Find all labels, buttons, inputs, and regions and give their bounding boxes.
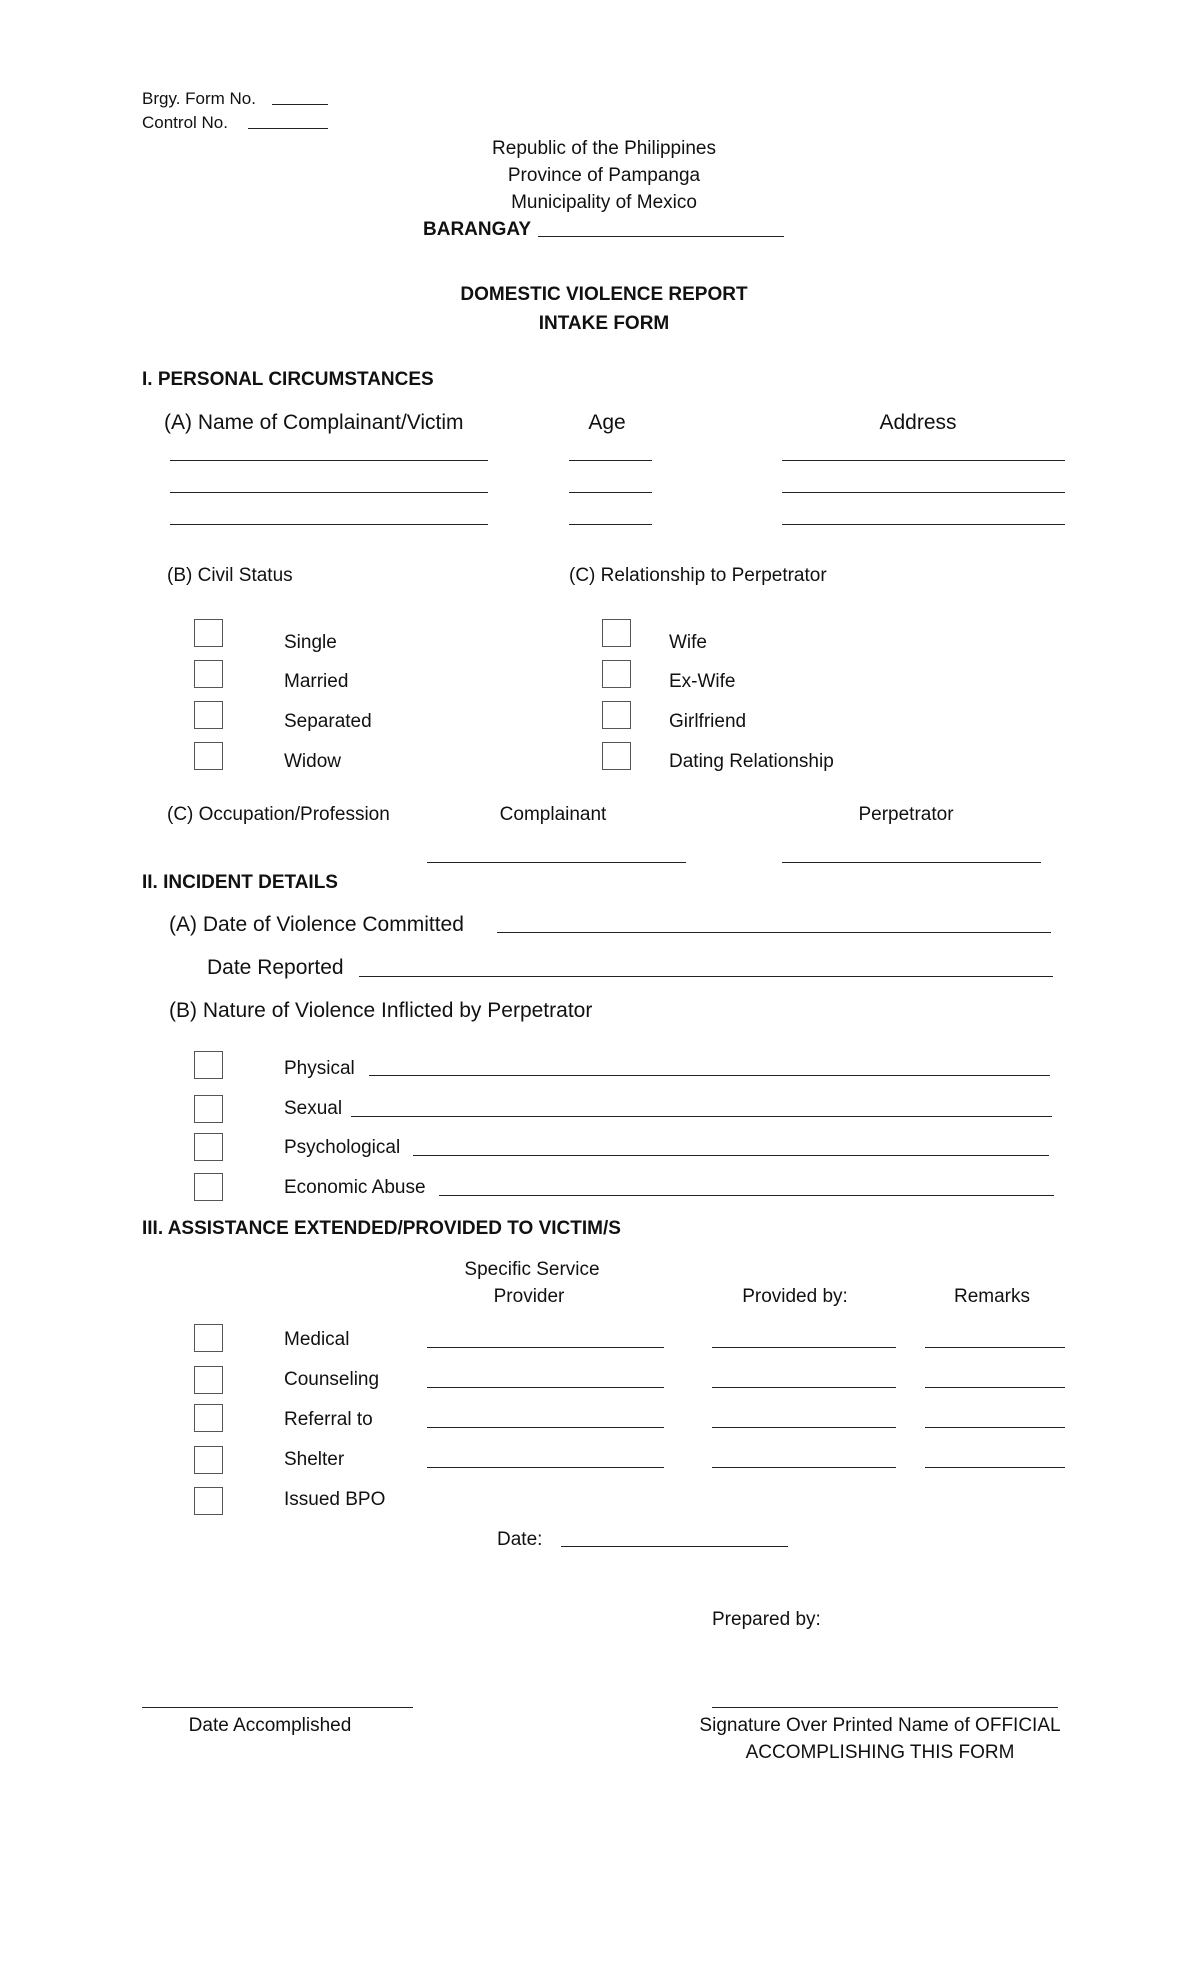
name-column-label: (A) Name of Complainant/Victim [164,411,464,434]
service-label: Referral to [284,1409,373,1430]
form-number-field[interactable] [272,104,328,105]
occupation-label: (C) Occupation/Profession [167,804,390,825]
control-number-field[interactable] [248,128,328,129]
relationship-ex-wife-checkbox[interactable] [602,660,631,688]
civil-status-option: Married [284,671,349,692]
service-label: Shelter [284,1449,345,1470]
remarks-field[interactable] [925,1347,1065,1348]
section-2-heading: II. INCIDENT DETAILS [142,872,338,893]
province-line: Province of Pampanga [507,165,701,186]
section-1-heading: I. PERSONAL CIRCUMSTANCES [142,369,434,390]
provided-by-field[interactable] [712,1467,896,1468]
address-field[interactable] [782,492,1065,493]
psychological-details-field[interactable] [413,1155,1049,1156]
barangay-label: BARANGAY [423,219,532,240]
service-label: Issued BPO [284,1489,386,1510]
control-number-label: Control No. [142,113,228,132]
relationship-option: Girlfriend [669,711,747,732]
form-subtitle: INTAKE FORM [538,313,670,334]
provider-column-label: Provider [493,1286,565,1307]
economic-abuse-checkbox[interactable] [194,1173,223,1201]
economic-abuse-details-field[interactable] [439,1195,1054,1196]
age-column-label: Age [588,411,626,434]
complainant-label: Complainant [499,804,607,825]
provided-by-field[interactable] [712,1387,896,1388]
barangay-field[interactable] [538,236,784,237]
name-field[interactable] [170,524,488,525]
remarks-column-label: Remarks [953,1286,1031,1307]
provider-field[interactable] [427,1387,664,1388]
violence-type-label: Economic Abuse [284,1177,426,1198]
provider-field[interactable] [427,1467,664,1468]
perpetrator-occupation-field[interactable] [782,862,1041,863]
relationship-wife-checkbox[interactable] [602,619,631,647]
civil-status-married-checkbox[interactable] [194,660,223,688]
name-field[interactable] [170,460,488,461]
form-title: DOMESTIC VIOLENCE REPORT [460,284,748,305]
complainant-occupation-field[interactable] [427,862,686,863]
provided-by-field[interactable] [712,1347,896,1348]
form-number-label: Brgy. Form No. [142,89,256,108]
section-3-heading: III. ASSISTANCE EXTENDED/PROVIDED TO VICTIM/S [142,1218,621,1239]
signature-field[interactable] [712,1707,1058,1708]
provider-field[interactable] [427,1347,664,1348]
municipality-line: Municipality of Mexico [511,192,697,213]
civil-status-option: Single [284,632,337,653]
violence-type-label: Psychological [284,1137,401,1158]
provider-column-label: Specific Service [464,1259,600,1280]
signature-label: Signature Over Printed Name of OFFICIAL [699,1715,1061,1736]
nature-of-violence-label: (B) Nature of Violence Inflicted by Perpetrator [169,999,593,1022]
psychological-checkbox[interactable] [194,1133,223,1161]
physical-checkbox[interactable] [194,1051,223,1079]
date-label: Date: [497,1529,543,1550]
perpetrator-label: Perpetrator [858,804,954,825]
relationship-option: Wife [669,632,707,653]
relationship-dating-checkbox[interactable] [602,742,631,770]
remarks-field[interactable] [925,1467,1065,1468]
service-label: Counseling [284,1369,380,1390]
relationship-option: Dating Relationship [669,751,834,772]
civil-status-widow-checkbox[interactable] [194,742,223,770]
counseling-checkbox[interactable] [194,1366,223,1394]
remarks-field[interactable] [925,1387,1065,1388]
medical-checkbox[interactable] [194,1324,223,1352]
date-committed-label: (A) Date of Violence Committed [169,913,464,936]
civil-status-option: Separated [284,711,372,732]
physical-details-field[interactable] [369,1075,1050,1076]
remarks-field[interactable] [925,1427,1065,1428]
name-field[interactable] [170,492,488,493]
address-column-label: Address [879,411,957,434]
civil-status-label: (B) Civil Status [167,565,293,586]
referral-checkbox[interactable] [194,1404,223,1432]
date-accomplished-label: Date Accomplished [188,1715,352,1736]
republic-line: Republic of the Philippines [492,138,716,159]
shelter-checkbox[interactable] [194,1446,223,1474]
age-field[interactable] [569,460,652,461]
age-field[interactable] [569,524,652,525]
issued-bpo-checkbox[interactable] [194,1487,223,1515]
relationship-option: Ex-Wife [669,671,736,692]
date-accomplished-field[interactable] [142,1707,413,1708]
civil-status-option: Widow [284,751,342,772]
violence-type-label: Physical [284,1058,355,1079]
service-label: Medical [284,1329,350,1350]
sexual-details-field[interactable] [351,1116,1052,1117]
civil-status-separated-checkbox[interactable] [194,701,223,729]
relationship-label: (C) Relationship to Perpetrator [569,565,827,586]
date-reported-label: Date Reported [207,956,344,979]
sexual-checkbox[interactable] [194,1095,223,1123]
provider-field[interactable] [427,1427,664,1428]
date-reported-field[interactable] [359,976,1053,977]
address-field[interactable] [782,460,1065,461]
provided-by-field[interactable] [712,1427,896,1428]
age-field[interactable] [569,492,652,493]
address-field[interactable] [782,524,1065,525]
relationship-girlfriend-checkbox[interactable] [602,701,631,729]
date-committed-field[interactable] [497,932,1051,933]
violence-type-label: Sexual [284,1098,343,1119]
signature-label: ACCOMPLISHING THIS FORM [745,1742,1015,1763]
date-field[interactable] [561,1546,788,1547]
civil-status-single-checkbox[interactable] [194,619,223,647]
prepared-by-label: Prepared by: [712,1609,821,1630]
provided-by-column-label: Provided by: [742,1286,848,1307]
